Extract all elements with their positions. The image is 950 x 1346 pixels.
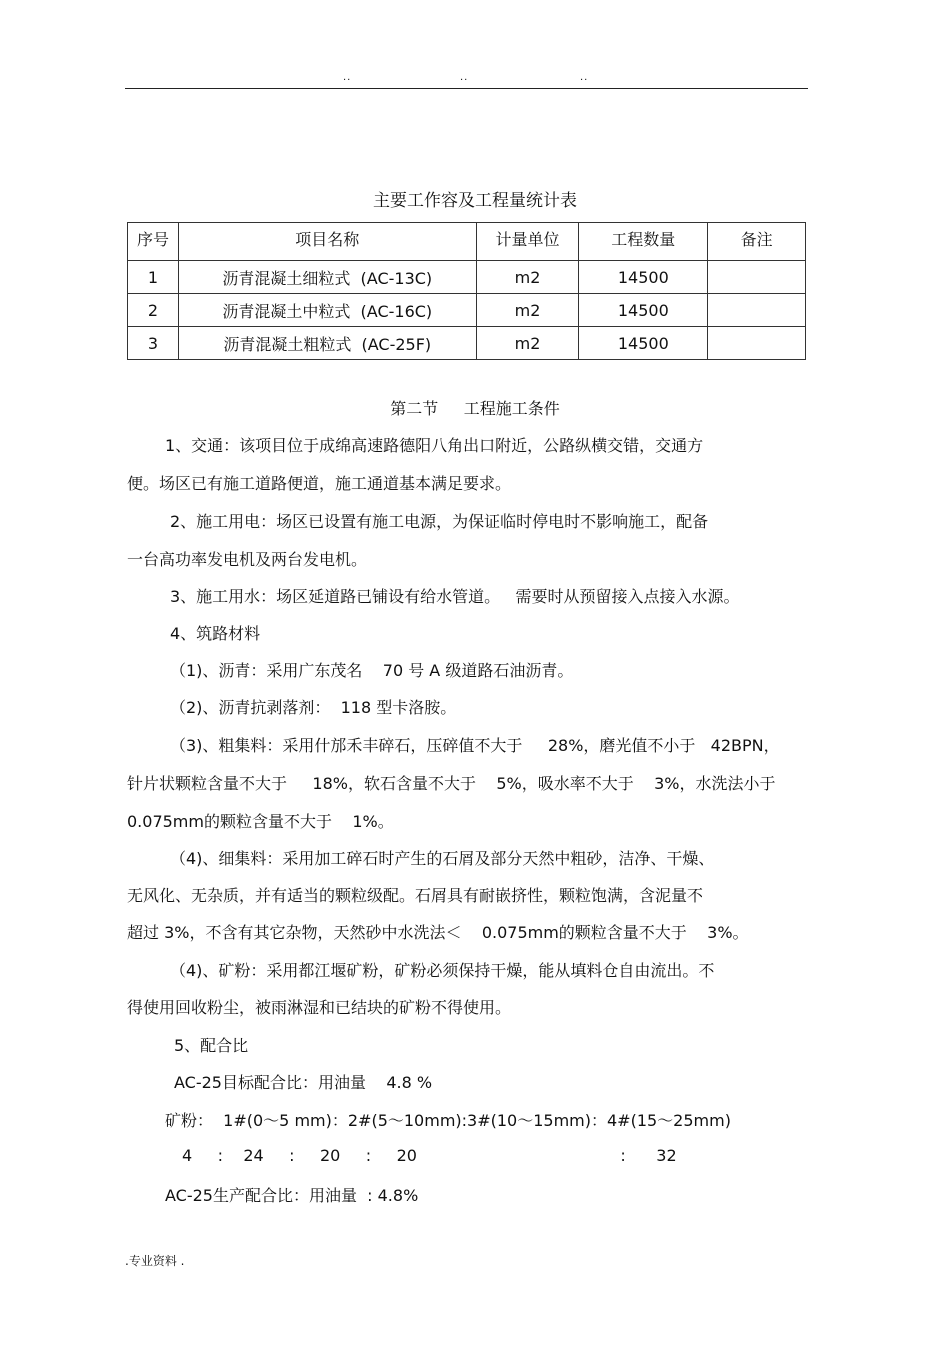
table-cell: 14500 [579,261,708,294]
paragraph-line: 4 : 24 : 20 : 20 : 32 [182,1146,677,1165]
paragraph-line: 1、交通：该项目位于成绵高速路德阳八角出口附近，公路纵横交错，交通方 [165,436,704,455]
paragraph-line: （3)、粗集料：采用什邡禾丰碎石，压碎值不大于 28%，磨光值不小于 42BPN， [170,736,780,755]
paragraph-line: 2、施工用电：场区已设置有施工电源，为保证临时停电时不影响施工，配备 [170,512,709,531]
column-header: 计量单位 [476,223,579,261]
column-header: 备注 [708,223,806,261]
table-cell: 2 [128,294,179,327]
table-cell [708,327,806,360]
paragraph-line: 0.075mm的颗粒含量不大于 1%。 [127,812,394,831]
table-cell: 14500 [579,294,708,327]
header-rule [125,88,808,89]
table-cell: 沥青混凝土中粒式 (AC-16C) [178,294,476,327]
paragraph-line: 5、配合比 [174,1036,249,1055]
paragraph-line: 得使用回收粉尘，被雨淋湿和已结块的矿粉不得使用。 [127,998,512,1017]
table-cell: 1 [128,261,179,294]
quantity-table [127,222,806,360]
table-row [128,294,806,327]
paragraph-line: AC-25目标配合比：用油量 4.8 % [174,1073,433,1092]
paragraph-line: （4)、细集料：采用加工碎石时产生的石屑及部分天然中粗砂，洁净、干燥、 [170,849,715,868]
table-cell: 3 [128,327,179,360]
paragraph-line: 针片状颗粒含量不大于 18%，软石含量不大于 5%，吸水率不大于 3%，水洗法小于 [127,774,776,793]
header-dot: .. [343,72,352,83]
paragraph-line: （2)、沥青抗剥落剂： 118 型卡洛胺。 [170,698,457,717]
table-cell [708,294,806,327]
paragraph-line: （4)、矿粉：采用都江堰矿粉，矿粉必须保持干燥，能从填料仓自由流出。不 [170,961,715,980]
header-dot: .. [580,72,589,83]
paragraph-line: AC-25生产配合比：用油量 : 4.8% [165,1186,419,1205]
table-cell: 14500 [579,327,708,360]
paragraph-line: 无风化、无杂质，并有适当的颗粒级配。石屑具有耐嵌挤性，颗粒饱满，含泥量不 [127,886,704,905]
table-cell: m2 [476,294,579,327]
table-title: 主要工作容及工程量统计表 [373,191,577,211]
table-cell [708,261,806,294]
table-row [128,261,806,294]
table-cell: 沥青混凝土细粒式 (AC-13C) [178,261,476,294]
paragraph-line: 3、施工用水：场区延道路已铺设有给水管道。 需要时从预留接入点接入水源。 [170,587,740,606]
paragraph-line: （1)、沥青：采用广东茂名 70 号 A 级道路石油沥青。 [170,661,574,680]
page-footer: .专业资料 . [125,1254,185,1268]
table-row [128,327,806,360]
section-title: 第二节 工程施工条件 [390,399,560,418]
column-header: 序号 [128,223,179,261]
table-cell: 沥青混凝土粗粒式 (AC-25F) [178,327,476,360]
header-dot: .. [460,72,469,83]
paragraph-line: 便。场区已有施工道路便道，施工通道基本满足要求。 [127,474,512,493]
column-header: 工程数量 [579,223,708,261]
paragraph-line: 矿粉： 1#(0～5 mm)：2#(5～10mm):3#(10～15mm)：4#(15～25mm) [165,1111,731,1130]
paragraph-line: 4、筑路材料 [170,624,261,643]
paragraph-line: 一台高功率发电机及两台发电机。 [127,550,368,569]
column-header: 项目名称 [178,223,476,261]
paragraph-line: 超过 3%，不含有其它杂物，天然砂中水洗法＜ 0.075mm的颗粒含量不大于 3%。 [127,923,749,942]
table-cell: m2 [476,327,579,360]
table-cell: m2 [476,261,579,294]
table-header-row [128,223,806,261]
